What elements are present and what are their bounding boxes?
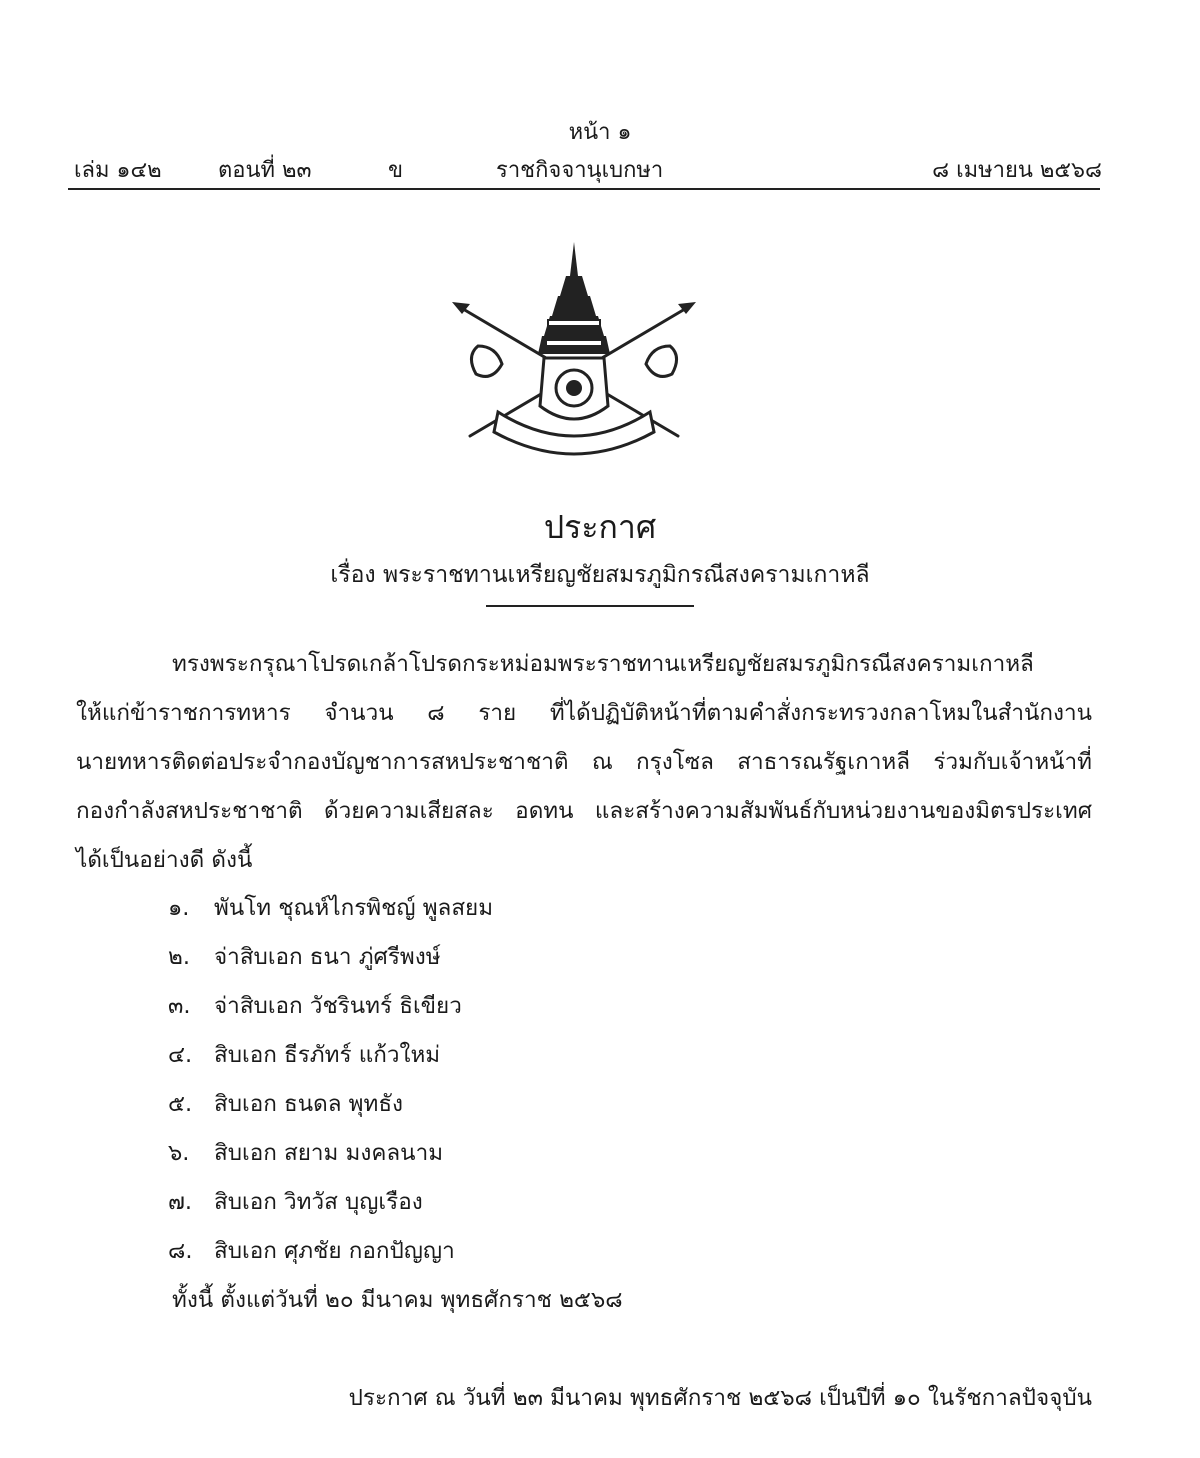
recipient-name: สิบเอก ธนดล พุทธัง	[214, 1091, 404, 1117]
recipient-name: จ่าสิบเอก วัชรินทร์ ธิเขียว	[214, 993, 462, 1019]
list-item	[168, 1232, 455, 1268]
list-number: ๔.	[168, 1042, 193, 1068]
royal-garuda-emblem-icon	[448, 236, 700, 470]
volume-label: เล่ม ๑๔๒	[74, 158, 162, 183]
list-item	[168, 1085, 403, 1121]
document-title: ประกาศ	[543, 508, 657, 546]
list-item	[168, 1183, 423, 1219]
list-item	[168, 889, 493, 925]
page-number: หน้า ๑	[568, 120, 632, 145]
list-item	[168, 938, 441, 974]
gazette-name: ราชกิจจานุเบกษา	[496, 158, 664, 183]
list-item	[168, 1134, 443, 1170]
recipient-name: สิบเอก วิทวัส บุญเรือง	[214, 1189, 423, 1215]
list-number: ๗.	[168, 1189, 193, 1215]
effective-date: ทั้งนี้ ตั้งแต่วันที่ ๒๐ มีนาคม พุทธศักราช ๒๕๖๘	[172, 1287, 623, 1313]
list-number: ๕.	[168, 1091, 193, 1117]
list-number: ๒.	[168, 944, 190, 970]
paragraph-line-2: ให้แก่ข้าราชการทหาร จำนวน ๘ ราย ที่ได้ปฏิบัติหน้าที่ตามคำสั่งกระทรวงกลาโหมในสำนักงาน	[76, 700, 1092, 726]
recipient-name: สิบเอก ธีรภัทร์ แก้วใหม่	[214, 1042, 441, 1068]
paragraph-line-4: กองกำลังสหประชาชาติ ด้วยความเสียสละ อดทน และสร้างความสัมพันธ์กับหน่วยงานของมิตรประเทศ	[76, 798, 1092, 824]
gazette-date: ๘ เมษายน ๒๕๖๘	[932, 158, 1102, 183]
announcement-date: ประกาศ ณ วันที่ ๒๓ มีนาคม พุทธศักราช ๒๕๖๘ เป็นปีที่ ๑๐ ในรัชกาลปัจจุบัน	[348, 1385, 1092, 1411]
recipient-name: พันโท ชุณห์ไกรพิชญ์ พูลสยม	[214, 895, 494, 921]
issue-label: ตอนที่ ๒๓	[218, 158, 312, 183]
document-subject: เรื่อง พระราชทานเหรียญชัยสมรภูมิกรณีสงครามเกาหลี	[330, 562, 870, 588]
list-number: ๑.	[168, 895, 190, 921]
list-item	[168, 1036, 440, 1072]
title-divider	[486, 605, 694, 607]
recipient-name: สิบเอก สยาม มงคลนาม	[214, 1140, 444, 1166]
paragraph-line-3: นายทหารติดต่อประจำกองบัญชาการสหประชาชาติ ณ กรุงโซล สาธารณรัฐเกาหลี ร่วมกับเจ้าหน้าที่	[76, 749, 1092, 775]
list-number: ๓.	[168, 993, 191, 1019]
list-number: ๖.	[168, 1140, 190, 1166]
recipient-name: สิบเอก ศุภชัย กอกปัญญา	[214, 1238, 455, 1264]
list-number: ๘.	[168, 1238, 193, 1264]
paragraph-line-5: ได้เป็นอย่างดี ดังนี้	[76, 847, 253, 873]
header-divider	[68, 188, 1100, 190]
paragraph-line-1: ทรงพระกรุณาโปรดเกล้าโปรดกระหม่อมพระราชทานเหรียญชัยสมรภูมิกรณีสงครามเกาหลี	[172, 651, 1034, 677]
list-item	[168, 987, 462, 1023]
recipient-name: จ่าสิบเอก ธนา ภู่ศรีพงษ์	[214, 944, 441, 970]
section-label: ข	[388, 158, 404, 183]
